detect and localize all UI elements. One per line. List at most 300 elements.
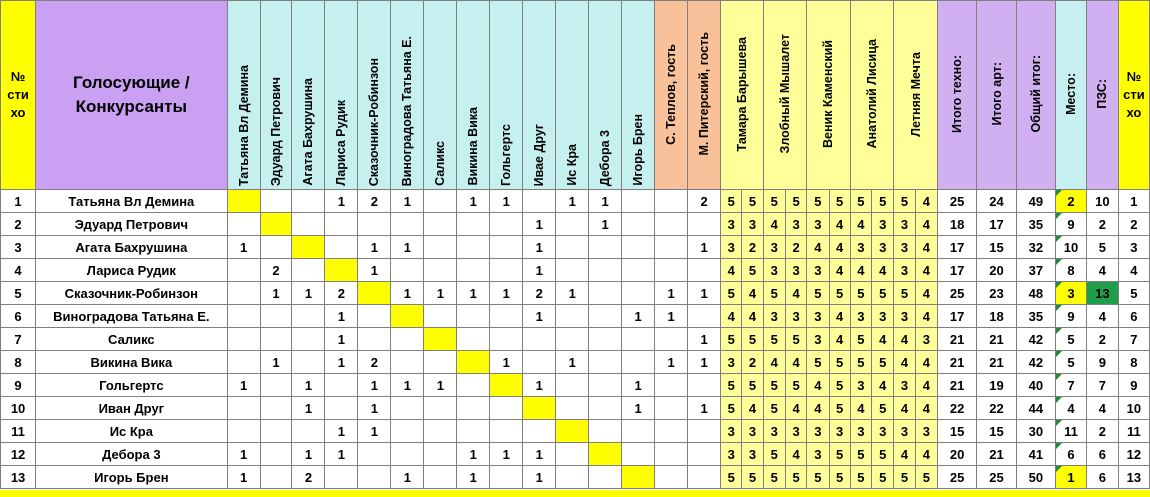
vote-cell[interactable]: 1 (523, 305, 556, 328)
guest-vote-cell[interactable]: 1 (688, 236, 721, 259)
jury-score-cell[interactable]: 5 (763, 190, 785, 213)
jury-score-cell[interactable]: 5 (785, 190, 806, 213)
guest-vote-cell[interactable]: 1 (655, 305, 688, 328)
jury-score-cell[interactable]: 2 (785, 236, 806, 259)
jury-score-cell[interactable]: 5 (742, 328, 763, 351)
vote-cell[interactable]: 1 (292, 374, 325, 397)
vote-cell[interactable] (424, 190, 457, 213)
self-vote-cell[interactable] (260, 213, 292, 236)
jury-score-cell[interactable]: 5 (742, 190, 763, 213)
vote-cell[interactable]: 1 (457, 190, 490, 213)
jury-score-cell[interactable]: 4 (742, 282, 763, 305)
jury-score-cell[interactable]: 3 (850, 305, 871, 328)
jury-score-cell[interactable]: 4 (763, 213, 785, 236)
guest-vote-cell[interactable]: 1 (688, 282, 721, 305)
guest-vote-cell[interactable]: 2 (688, 190, 721, 213)
jury-score-cell[interactable]: 3 (894, 259, 915, 282)
jury-score-cell[interactable]: 5 (915, 466, 937, 489)
jury-score-cell[interactable]: 5 (872, 190, 894, 213)
guest-vote-cell[interactable] (688, 420, 721, 443)
guest-vote-cell[interactable] (688, 213, 721, 236)
jury-score-cell[interactable]: 4 (785, 282, 806, 305)
vote-cell[interactable] (490, 397, 523, 420)
jury-score-cell[interactable]: 5 (829, 374, 850, 397)
jury-score-cell[interactable]: 3 (915, 328, 937, 351)
vote-cell[interactable] (589, 282, 622, 305)
vote-cell[interactable]: 1 (325, 351, 358, 374)
jury-score-cell[interactable]: 3 (872, 213, 894, 236)
jury-score-cell[interactable]: 4 (894, 443, 915, 466)
jury-score-cell[interactable]: 5 (785, 466, 806, 489)
jury-score-cell[interactable]: 4 (829, 236, 850, 259)
vote-cell[interactable] (589, 328, 622, 351)
vote-cell[interactable]: 1 (424, 374, 457, 397)
jury-score-cell[interactable]: 5 (850, 328, 871, 351)
guest-vote-cell[interactable]: 1 (688, 397, 721, 420)
vote-cell[interactable] (457, 213, 490, 236)
vote-cell[interactable] (227, 420, 260, 443)
vote-cell[interactable] (260, 305, 292, 328)
vote-cell[interactable] (391, 213, 424, 236)
jury-score-cell[interactable]: 3 (742, 420, 763, 443)
jury-score-cell[interactable]: 4 (742, 397, 763, 420)
jury-score-cell[interactable]: 3 (721, 443, 742, 466)
guest-vote-cell[interactable] (688, 259, 721, 282)
vote-cell[interactable]: 1 (358, 374, 391, 397)
vote-cell[interactable] (622, 259, 655, 282)
vote-cell[interactable] (556, 374, 589, 397)
jury-score-cell[interactable]: 5 (807, 351, 829, 374)
vote-cell[interactable] (358, 328, 391, 351)
jury-score-cell[interactable]: 3 (894, 305, 915, 328)
guest-vote-cell[interactable] (655, 443, 688, 466)
guest-vote-cell[interactable] (655, 236, 688, 259)
jury-score-cell[interactable]: 5 (850, 282, 871, 305)
vote-cell[interactable]: 1 (358, 259, 391, 282)
jury-score-cell[interactable]: 4 (829, 259, 850, 282)
jury-score-cell[interactable]: 5 (721, 374, 742, 397)
vote-cell[interactable] (227, 282, 260, 305)
vote-cell[interactable] (325, 466, 358, 489)
jury-score-cell[interactable]: 3 (894, 236, 915, 259)
vote-cell[interactable]: 1 (358, 397, 391, 420)
vote-cell[interactable] (358, 443, 391, 466)
guest-vote-cell[interactable] (688, 374, 721, 397)
guest-vote-cell[interactable] (688, 466, 721, 489)
jury-score-cell[interactable]: 3 (894, 420, 915, 443)
jury-score-cell[interactable]: 4 (850, 397, 871, 420)
vote-cell[interactable] (292, 420, 325, 443)
jury-score-cell[interactable]: 3 (742, 443, 763, 466)
guest-vote-cell[interactable] (688, 443, 721, 466)
jury-score-cell[interactable]: 5 (785, 328, 806, 351)
vote-cell[interactable]: 1 (556, 351, 589, 374)
jury-score-cell[interactable]: 5 (829, 351, 850, 374)
vote-cell[interactable] (556, 305, 589, 328)
jury-score-cell[interactable]: 5 (894, 190, 915, 213)
jury-score-cell[interactable]: 4 (872, 374, 894, 397)
vote-cell[interactable] (556, 328, 589, 351)
vote-cell[interactable] (556, 397, 589, 420)
jury-score-cell[interactable]: 5 (742, 374, 763, 397)
vote-cell[interactable] (457, 420, 490, 443)
vote-cell[interactable] (227, 259, 260, 282)
vote-cell[interactable] (424, 397, 457, 420)
jury-score-cell[interactable]: 5 (850, 190, 871, 213)
vote-cell[interactable] (260, 466, 292, 489)
jury-score-cell[interactable]: 5 (807, 282, 829, 305)
jury-score-cell[interactable]: 5 (763, 443, 785, 466)
jury-score-cell[interactable]: 5 (742, 466, 763, 489)
vote-cell[interactable] (260, 236, 292, 259)
vote-cell[interactable] (260, 374, 292, 397)
jury-score-cell[interactable]: 4 (850, 213, 871, 236)
self-vote-cell[interactable] (424, 328, 457, 351)
jury-score-cell[interactable]: 4 (763, 351, 785, 374)
vote-cell[interactable] (622, 282, 655, 305)
vote-cell[interactable] (490, 259, 523, 282)
self-vote-cell[interactable] (325, 259, 358, 282)
jury-score-cell[interactable]: 4 (915, 374, 937, 397)
vote-cell[interactable]: 1 (227, 374, 260, 397)
jury-score-cell[interactable]: 3 (850, 236, 871, 259)
vote-cell[interactable]: 1 (260, 351, 292, 374)
vote-cell[interactable] (457, 328, 490, 351)
vote-cell[interactable]: 2 (358, 190, 391, 213)
self-vote-cell[interactable] (622, 466, 655, 489)
jury-score-cell[interactable]: 3 (742, 213, 763, 236)
jury-score-cell[interactable]: 5 (872, 443, 894, 466)
jury-score-cell[interactable]: 5 (763, 466, 785, 489)
vote-cell[interactable]: 1 (523, 259, 556, 282)
jury-score-cell[interactable]: 5 (829, 443, 850, 466)
vote-cell[interactable]: 2 (260, 259, 292, 282)
vote-cell[interactable] (622, 328, 655, 351)
jury-score-cell[interactable]: 4 (829, 328, 850, 351)
self-vote-cell[interactable] (292, 236, 325, 259)
jury-score-cell[interactable]: 4 (807, 374, 829, 397)
vote-cell[interactable] (622, 443, 655, 466)
vote-cell[interactable] (391, 259, 424, 282)
jury-score-cell[interactable]: 5 (850, 466, 871, 489)
vote-cell[interactable]: 1 (391, 236, 424, 259)
jury-score-cell[interactable]: 3 (894, 213, 915, 236)
vote-cell[interactable] (589, 236, 622, 259)
jury-score-cell[interactable]: 5 (721, 397, 742, 420)
jury-score-cell[interactable]: 5 (763, 282, 785, 305)
vote-cell[interactable] (424, 236, 457, 259)
vote-cell[interactable]: 1 (227, 236, 260, 259)
vote-cell[interactable] (556, 236, 589, 259)
vote-cell[interactable]: 2 (523, 282, 556, 305)
vote-cell[interactable]: 1 (622, 397, 655, 420)
vote-cell[interactable] (325, 236, 358, 259)
jury-score-cell[interactable]: 4 (915, 305, 937, 328)
vote-cell[interactable] (589, 259, 622, 282)
vote-cell[interactable] (523, 328, 556, 351)
vote-cell[interactable] (490, 420, 523, 443)
vote-cell[interactable]: 1 (391, 190, 424, 213)
vote-cell[interactable]: 1 (523, 213, 556, 236)
vote-cell[interactable] (292, 328, 325, 351)
vote-cell[interactable]: 1 (457, 282, 490, 305)
self-vote-cell[interactable] (556, 420, 589, 443)
jury-score-cell[interactable]: 4 (915, 213, 937, 236)
vote-cell[interactable] (424, 259, 457, 282)
vote-cell[interactable]: 1 (325, 305, 358, 328)
vote-cell[interactable] (391, 420, 424, 443)
jury-score-cell[interactable]: 3 (721, 213, 742, 236)
vote-cell[interactable] (457, 374, 490, 397)
vote-cell[interactable]: 1 (391, 374, 424, 397)
jury-score-cell[interactable]: 5 (829, 190, 850, 213)
jury-score-cell[interactable]: 3 (785, 213, 806, 236)
guest-vote-cell[interactable] (655, 190, 688, 213)
guest-vote-cell[interactable]: 1 (688, 328, 721, 351)
vote-cell[interactable]: 1 (523, 443, 556, 466)
guest-vote-cell[interactable]: 1 (655, 351, 688, 374)
jury-score-cell[interactable]: 5 (721, 328, 742, 351)
jury-score-cell[interactable]: 5 (850, 443, 871, 466)
vote-cell[interactable] (424, 213, 457, 236)
vote-cell[interactable]: 1 (227, 443, 260, 466)
jury-score-cell[interactable]: 5 (742, 259, 763, 282)
vote-cell[interactable] (523, 420, 556, 443)
jury-score-cell[interactable]: 4 (785, 351, 806, 374)
vote-cell[interactable] (424, 351, 457, 374)
jury-score-cell[interactable]: 4 (872, 328, 894, 351)
vote-cell[interactable] (457, 397, 490, 420)
guest-vote-cell[interactable] (655, 374, 688, 397)
vote-cell[interactable]: 1 (325, 420, 358, 443)
jury-score-cell[interactable]: 4 (829, 213, 850, 236)
self-vote-cell[interactable] (391, 305, 424, 328)
jury-score-cell[interactable]: 4 (894, 397, 915, 420)
vote-cell[interactable] (391, 328, 424, 351)
jury-score-cell[interactable]: 3 (829, 420, 850, 443)
jury-score-cell[interactable]: 3 (872, 236, 894, 259)
jury-score-cell[interactable]: 4 (807, 397, 829, 420)
self-vote-cell[interactable] (358, 282, 391, 305)
vote-cell[interactable]: 1 (292, 397, 325, 420)
vote-cell[interactable] (292, 259, 325, 282)
jury-score-cell[interactable]: 3 (807, 420, 829, 443)
vote-cell[interactable] (391, 351, 424, 374)
vote-cell[interactable] (589, 420, 622, 443)
vote-cell[interactable] (292, 190, 325, 213)
vote-cell[interactable] (523, 190, 556, 213)
vote-cell[interactable] (260, 420, 292, 443)
vote-cell[interactable] (260, 328, 292, 351)
vote-cell[interactable]: 1 (325, 190, 358, 213)
jury-score-cell[interactable]: 5 (763, 374, 785, 397)
vote-cell[interactable] (622, 236, 655, 259)
jury-score-cell[interactable]: 4 (894, 351, 915, 374)
jury-score-cell[interactable]: 5 (763, 328, 785, 351)
jury-score-cell[interactable]: 3 (721, 351, 742, 374)
vote-cell[interactable] (227, 397, 260, 420)
guest-vote-cell[interactable]: 1 (655, 282, 688, 305)
vote-cell[interactable]: 1 (325, 328, 358, 351)
vote-cell[interactable] (490, 305, 523, 328)
guest-vote-cell[interactable] (655, 328, 688, 351)
jury-score-cell[interactable]: 3 (785, 420, 806, 443)
vote-cell[interactable] (424, 420, 457, 443)
vote-cell[interactable] (556, 259, 589, 282)
vote-cell[interactable] (457, 305, 490, 328)
guest-vote-cell[interactable]: 1 (688, 351, 721, 374)
vote-cell[interactable]: 1 (391, 466, 424, 489)
jury-score-cell[interactable]: 5 (829, 397, 850, 420)
vote-cell[interactable] (325, 213, 358, 236)
jury-score-cell[interactable]: 5 (721, 466, 742, 489)
jury-score-cell[interactable]: 4 (850, 259, 871, 282)
vote-cell[interactable]: 2 (358, 351, 391, 374)
vote-cell[interactable] (325, 374, 358, 397)
jury-score-cell[interactable]: 3 (785, 259, 806, 282)
jury-score-cell[interactable]: 3 (850, 374, 871, 397)
vote-cell[interactable] (260, 443, 292, 466)
vote-cell[interactable] (490, 213, 523, 236)
jury-score-cell[interactable]: 5 (894, 282, 915, 305)
vote-cell[interactable] (622, 351, 655, 374)
jury-score-cell[interactable]: 3 (807, 259, 829, 282)
vote-cell[interactable]: 1 (358, 236, 391, 259)
jury-score-cell[interactable]: 3 (872, 305, 894, 328)
jury-score-cell[interactable]: 4 (872, 259, 894, 282)
jury-score-cell[interactable]: 3 (721, 420, 742, 443)
vote-cell[interactable] (589, 397, 622, 420)
jury-score-cell[interactable]: 3 (763, 305, 785, 328)
guest-vote-cell[interactable] (655, 397, 688, 420)
vote-cell[interactable] (622, 190, 655, 213)
vote-cell[interactable] (622, 213, 655, 236)
guest-vote-cell[interactable] (655, 213, 688, 236)
jury-score-cell[interactable]: 4 (915, 351, 937, 374)
jury-score-cell[interactable]: 3 (807, 443, 829, 466)
vote-cell[interactable] (556, 443, 589, 466)
vote-cell[interactable]: 1 (260, 282, 292, 305)
jury-score-cell[interactable]: 2 (742, 236, 763, 259)
vote-cell[interactable] (589, 305, 622, 328)
vote-cell[interactable]: 1 (227, 466, 260, 489)
vote-cell[interactable]: 1 (358, 420, 391, 443)
vote-cell[interactable] (260, 190, 292, 213)
jury-score-cell[interactable]: 3 (850, 420, 871, 443)
jury-score-cell[interactable]: 5 (763, 397, 785, 420)
vote-cell[interactable]: 1 (292, 282, 325, 305)
jury-score-cell[interactable]: 3 (763, 259, 785, 282)
vote-cell[interactable] (556, 213, 589, 236)
vote-cell[interactable] (556, 466, 589, 489)
jury-score-cell[interactable]: 4 (785, 397, 806, 420)
jury-score-cell[interactable]: 3 (807, 213, 829, 236)
jury-score-cell[interactable]: 4 (915, 190, 937, 213)
vote-cell[interactable]: 1 (589, 190, 622, 213)
jury-score-cell[interactable]: 5 (785, 374, 806, 397)
jury-score-cell[interactable]: 5 (807, 466, 829, 489)
vote-cell[interactable] (391, 397, 424, 420)
self-vote-cell[interactable] (457, 351, 490, 374)
jury-score-cell[interactable]: 3 (915, 420, 937, 443)
jury-score-cell[interactable]: 5 (872, 397, 894, 420)
jury-score-cell[interactable]: 3 (894, 374, 915, 397)
vote-cell[interactable] (457, 259, 490, 282)
jury-score-cell[interactable]: 5 (829, 466, 850, 489)
jury-score-cell[interactable]: 2 (742, 351, 763, 374)
vote-cell[interactable] (424, 466, 457, 489)
jury-score-cell[interactable]: 4 (915, 443, 937, 466)
self-vote-cell[interactable] (227, 190, 260, 213)
vote-cell[interactable] (358, 466, 391, 489)
jury-score-cell[interactable]: 3 (763, 420, 785, 443)
jury-score-cell[interactable]: 5 (721, 282, 742, 305)
vote-cell[interactable] (227, 305, 260, 328)
jury-score-cell[interactable]: 4 (915, 236, 937, 259)
vote-cell[interactable] (490, 328, 523, 351)
jury-score-cell[interactable]: 3 (807, 328, 829, 351)
jury-score-cell[interactable]: 5 (872, 282, 894, 305)
vote-cell[interactable] (424, 305, 457, 328)
jury-score-cell[interactable]: 4 (721, 305, 742, 328)
vote-cell[interactable] (227, 328, 260, 351)
vote-cell[interactable] (358, 213, 391, 236)
jury-score-cell[interactable]: 5 (850, 351, 871, 374)
jury-score-cell[interactable]: 3 (785, 305, 806, 328)
vote-cell[interactable]: 1 (490, 190, 523, 213)
jury-score-cell[interactable]: 4 (915, 259, 937, 282)
vote-cell[interactable] (292, 351, 325, 374)
vote-cell[interactable] (391, 443, 424, 466)
guest-vote-cell[interactable] (655, 259, 688, 282)
guest-vote-cell[interactable] (655, 420, 688, 443)
jury-score-cell[interactable]: 5 (829, 282, 850, 305)
guest-vote-cell[interactable] (655, 466, 688, 489)
vote-cell[interactable]: 1 (556, 282, 589, 305)
vote-cell[interactable]: 1 (391, 282, 424, 305)
jury-score-cell[interactable]: 4 (915, 282, 937, 305)
vote-cell[interactable] (424, 443, 457, 466)
jury-score-cell[interactable]: 3 (763, 236, 785, 259)
self-vote-cell[interactable] (490, 374, 523, 397)
vote-cell[interactable] (227, 351, 260, 374)
self-vote-cell[interactable] (589, 443, 622, 466)
jury-score-cell[interactable]: 4 (742, 305, 763, 328)
vote-cell[interactable] (622, 420, 655, 443)
jury-score-cell[interactable]: 5 (894, 466, 915, 489)
vote-cell[interactable]: 1 (457, 466, 490, 489)
jury-score-cell[interactable]: 5 (872, 351, 894, 374)
vote-cell[interactable]: 1 (490, 282, 523, 305)
vote-cell[interactable] (325, 397, 358, 420)
vote-cell[interactable]: 1 (622, 305, 655, 328)
vote-cell[interactable] (227, 213, 260, 236)
vote-cell[interactable]: 1 (523, 236, 556, 259)
vote-cell[interactable]: 1 (457, 443, 490, 466)
vote-cell[interactable] (292, 213, 325, 236)
jury-score-cell[interactable]: 4 (894, 328, 915, 351)
jury-score-cell[interactable]: 5 (721, 190, 742, 213)
vote-cell[interactable]: 1 (523, 374, 556, 397)
vote-cell[interactable]: 1 (292, 443, 325, 466)
jury-score-cell[interactable]: 3 (872, 420, 894, 443)
guest-vote-cell[interactable] (688, 305, 721, 328)
vote-cell[interactable]: 1 (490, 443, 523, 466)
vote-cell[interactable]: 1 (523, 466, 556, 489)
vote-cell[interactable] (260, 397, 292, 420)
vote-cell[interactable]: 2 (325, 282, 358, 305)
vote-cell[interactable]: 2 (292, 466, 325, 489)
